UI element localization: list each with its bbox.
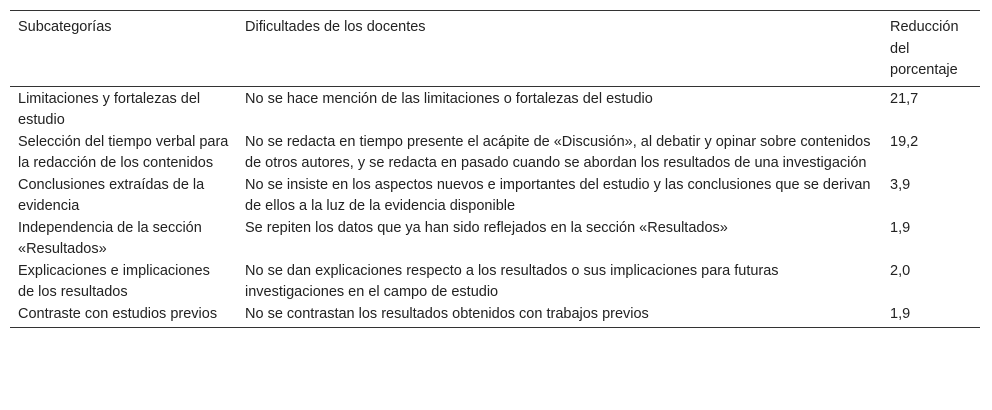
table-row	[10, 261, 980, 304]
difficulties-table	[10, 10, 980, 328]
table-row	[10, 304, 980, 328]
subcategory-cell: Limitaciones y fortalezas del estudio	[18, 90, 201, 128]
table-container	[10, 10, 980, 328]
reduction-cell: 19,2	[890, 133, 919, 150]
difficulty-cell: No se insiste en los aspectos nuevos e importantes del estudio y las conclusiones que se derivan de ellos a la luz de la evidencia disponible	[245, 176, 871, 214]
reduction-cell: 2,0	[890, 262, 911, 279]
header-reduction: Reducción del porcentaje	[890, 19, 959, 78]
reduction-cell: 3,9	[890, 176, 911, 193]
table-row	[10, 132, 980, 175]
subcategory-cell: Explicaciones e implicaciones de los resultados	[18, 262, 210, 300]
difficulty-cell: No se dan explicaciones respecto a los resultados o sus implicaciones para futuras investigaciones en el campo de estudio	[245, 262, 779, 300]
subcategory-cell: Independencia de la sección «Resultados»	[18, 219, 202, 257]
header-row	[10, 11, 980, 87]
reduction-cell: 1,9	[890, 219, 911, 236]
difficulty-cell: No se redacta en tiempo presente el acápite de «Discusión», al debatir y opinar sobre contenidos de otros autores, y se redacta en pasado cuando se abordan los resultados de una investigación	[245, 133, 871, 171]
reduction-cell: 21,7	[890, 90, 919, 107]
table-row	[10, 218, 980, 261]
table-header	[10, 11, 980, 87]
difficulty-cell: No se hace mención de las limitaciones o fortalezas del estudio	[245, 90, 653, 107]
table-row	[10, 86, 980, 132]
difficulty-cell: No se contrastan los resultados obtenidos con trabajos previos	[245, 305, 649, 322]
table-body	[10, 86, 980, 328]
table-row	[10, 175, 980, 218]
difficulty-cell: Se repiten los datos que ya han sido reflejados en la sección «Resultados»	[245, 219, 728, 236]
subcategory-cell: Conclusiones extraídas de la evidencia	[18, 176, 205, 214]
header-difficulties: Dificultades de los docentes	[245, 19, 426, 35]
subcategory-cell: Contraste con estudios previos	[18, 305, 218, 322]
reduction-cell: 1,9	[890, 305, 911, 322]
header-subcategory: Subcategorías	[18, 19, 112, 35]
subcategory-cell: Selección del tiempo verbal para la redacción de los contenidos	[18, 133, 229, 171]
